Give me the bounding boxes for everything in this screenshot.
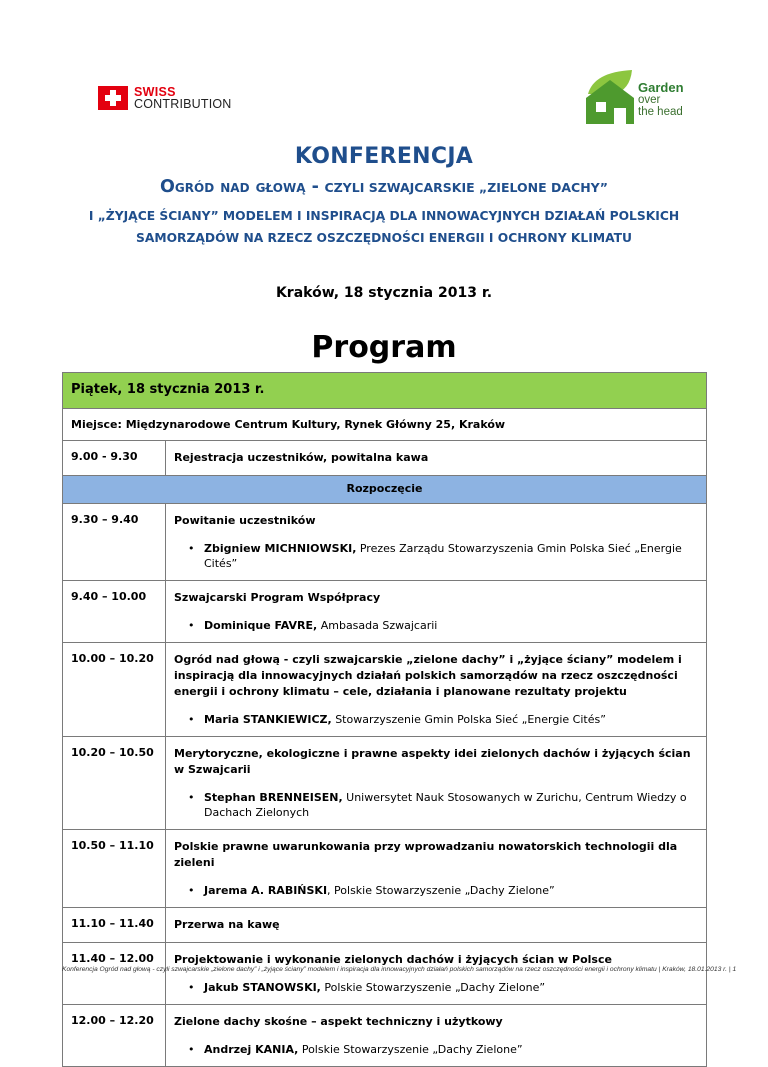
bullet-icon: • — [188, 981, 195, 994]
schedule-items — [63, 504, 707, 1067]
time-cell: 11.10 – 11.40 — [63, 908, 166, 943]
footer-separator: | — [658, 966, 663, 973]
time-cell: 9.40 – 10.00 — [63, 581, 166, 643]
bullet-icon: • — [188, 619, 195, 632]
subtitle-line3: SAMORZĄDÓW NA RZECZ OSZCZĘDNOŚCI ENERGII I OCHRONY KLIMATU — [135, 231, 633, 245]
speaker-item — [188, 541, 698, 571]
garden-logo-line3: the head — [638, 106, 683, 118]
swiss-flag-icon — [98, 86, 128, 110]
subtitle-small: CZYLI SZWAJCARSKIE „ZIELONE DACHY” — [324, 180, 608, 195]
desc-cell — [166, 830, 707, 908]
topic-text: Rejestracja uczestników, powitalna kawa — [174, 451, 429, 464]
time-cell: 12.00 – 12.20 — [63, 1005, 166, 1067]
desc-cell — [166, 504, 707, 581]
speaker-item — [188, 883, 698, 898]
table-row — [63, 943, 707, 1005]
speaker-name: Stephan BRENNEISEN, — [204, 791, 343, 804]
table-row — [63, 441, 707, 476]
table-row — [63, 643, 707, 737]
swiss-contribution-logo — [98, 86, 232, 110]
conference-header — [0, 144, 768, 249]
table-row — [63, 581, 707, 643]
speaker-name: Jarema A. RABIŃSKI — [204, 884, 328, 897]
speaker-item — [188, 790, 698, 820]
table-row — [63, 830, 707, 908]
house-leaf-icon — [584, 68, 636, 126]
speaker-affiliation: Uniwersytet Nauk Stosowanych w Zurichu, Centrum Wiedzy o Dachach Zielonych — [204, 791, 687, 819]
table-row — [63, 908, 707, 943]
table-row — [63, 1005, 707, 1067]
speaker-name: Jakub STANOWSKI, — [204, 981, 321, 994]
subtitle-line2: I „ŻYJĄCE ŚCIANY” MODELEM I INSPIRACJĄ DLA INNOWACYJNYCH DZIAŁAŃ POLSKICH — [88, 209, 680, 223]
time-cell: 9.00 - 9.30 — [63, 441, 166, 476]
speaker-affiliation: , Polskie Stowarzyszenie „Dachy Zielone” — [327, 884, 555, 897]
place-row — [63, 409, 707, 441]
bullet-icon: • — [188, 884, 195, 897]
topic-text: Projektowanie i wykonanie zielonych dachów i żyjących ścian w Polsce — [174, 953, 612, 966]
footer-date: Kraków, 18.01.2013 r. — [662, 966, 727, 973]
footer-separator: | — [728, 966, 733, 973]
topic-text: Zielone dachy skośne – aspekt techniczny i użytkowy — [174, 1015, 503, 1028]
garden-logo-line2: over — [638, 94, 661, 106]
speaker-affiliation: Prezes Zarządu Stowarzyszenia Gmin Polska Sieć „Energie Cités” — [204, 542, 682, 570]
conference-subtitle-line1 — [0, 177, 768, 197]
bullet-icon: • — [188, 791, 195, 804]
swiss-logo-line1: SWISS — [134, 85, 176, 99]
program-heading: Program — [311, 330, 457, 365]
time-cell: 11.40 – 12.00 — [63, 943, 166, 1005]
desc-cell — [166, 581, 707, 643]
desc-cell — [166, 943, 707, 1005]
time-cell: 10.00 – 10.20 — [63, 643, 166, 737]
subtitle-big: Ogród nad głową - — [160, 177, 319, 197]
bullet-icon: • — [188, 542, 195, 555]
swiss-logo-line2: CONTRIBUTION — [134, 97, 232, 111]
desc-cell — [166, 1005, 707, 1067]
time-cell: 10.50 – 11.10 — [63, 830, 166, 908]
speaker-name: Andrzej KANIA, — [204, 1043, 299, 1056]
garden-over-the-head-logo — [584, 68, 684, 126]
speaker-affiliation: Ambasada Szwajcarii — [317, 619, 438, 632]
topic-text: Szwajcarski Program Współpracy — [174, 591, 381, 604]
topic-text: Ogród nad głową - czyli szwajcarskie „zielone dachy” i „żyjące ściany” modelem i inspiracją dla innowacyjnych działań polskich samorządów na rzecz oszczędności energii i ochrony klimatu – cele, działania i planowane rezultaty projektu — [174, 653, 682, 698]
section-row — [63, 476, 707, 504]
footer-page-number: 1 — [732, 966, 737, 973]
speaker-affiliation: Polskie Stowarzyszenie „Dachy Zielone” — [298, 1043, 523, 1056]
day-row — [63, 373, 707, 409]
table-row — [63, 737, 707, 830]
table-row — [63, 504, 707, 581]
topic-text: Przerwa na kawę — [174, 918, 280, 931]
page-footer — [62, 966, 737, 973]
speaker-name: Maria STANKIEWICZ, — [204, 713, 332, 726]
bullet-icon: • — [188, 713, 195, 726]
garden-logo-line1: Garden — [638, 80, 684, 95]
desc-cell — [166, 643, 707, 737]
footer-text: Konferencja Ogród nad głową - czyli szwajcarskie „zielone dachy” i „żyjące ściany” modelem i inspiracja dla innowacyjnych działań polskich samorządów na rzecz oszczędności energii i ochrony klimatu — [62, 966, 657, 973]
speaker-affiliation: Polskie Stowarzyszenie „Dachy Zielone” — [320, 981, 546, 994]
speaker-item — [188, 618, 698, 633]
desc-cell — [166, 737, 707, 830]
topic-text: Powitanie uczestników — [174, 514, 316, 527]
time-cell: 10.20 – 10.50 — [63, 737, 166, 830]
speaker-item — [188, 712, 698, 727]
conference-date: Kraków, 18 stycznia 2013 r. — [275, 285, 493, 301]
bullet-icon: • — [188, 1043, 195, 1056]
day-cell: Piątek, 18 stycznia 2013 r. — [63, 373, 707, 409]
section-cell: Rozpoczęcie — [63, 476, 707, 504]
speaker-affiliation: Stowarzyszenie Gmin Polska Sieć „Energie Cités” — [331, 713, 606, 726]
speaker-name: Dominique FAVRE, — [204, 619, 318, 632]
desc-cell — [166, 908, 707, 943]
speaker-item — [188, 1042, 698, 1057]
topic-text: Merytoryczne, ekologiczne i prawne aspekty idei zielonych dachów i żyjących ścian w Szwajcarii — [174, 747, 691, 776]
time-cell: 9.30 – 9.40 — [63, 504, 166, 581]
speaker-name: Zbigniew MICHNIOWSKI, — [204, 542, 357, 555]
place-cell: Miejsce: Międzynarodowe Centrum Kultury, Rynek Główny 25, Kraków — [63, 409, 707, 441]
speaker-item — [188, 980, 698, 995]
conference-title: KONFERENCJA — [294, 144, 474, 169]
desc-cell — [166, 441, 707, 476]
topic-text: Polskie prawne uwarunkowania przy wprowadzaniu nowatorskich technologii dla zieleni — [174, 840, 678, 869]
conference-subtitle-rest — [0, 205, 768, 249]
program-table — [62, 372, 707, 1067]
